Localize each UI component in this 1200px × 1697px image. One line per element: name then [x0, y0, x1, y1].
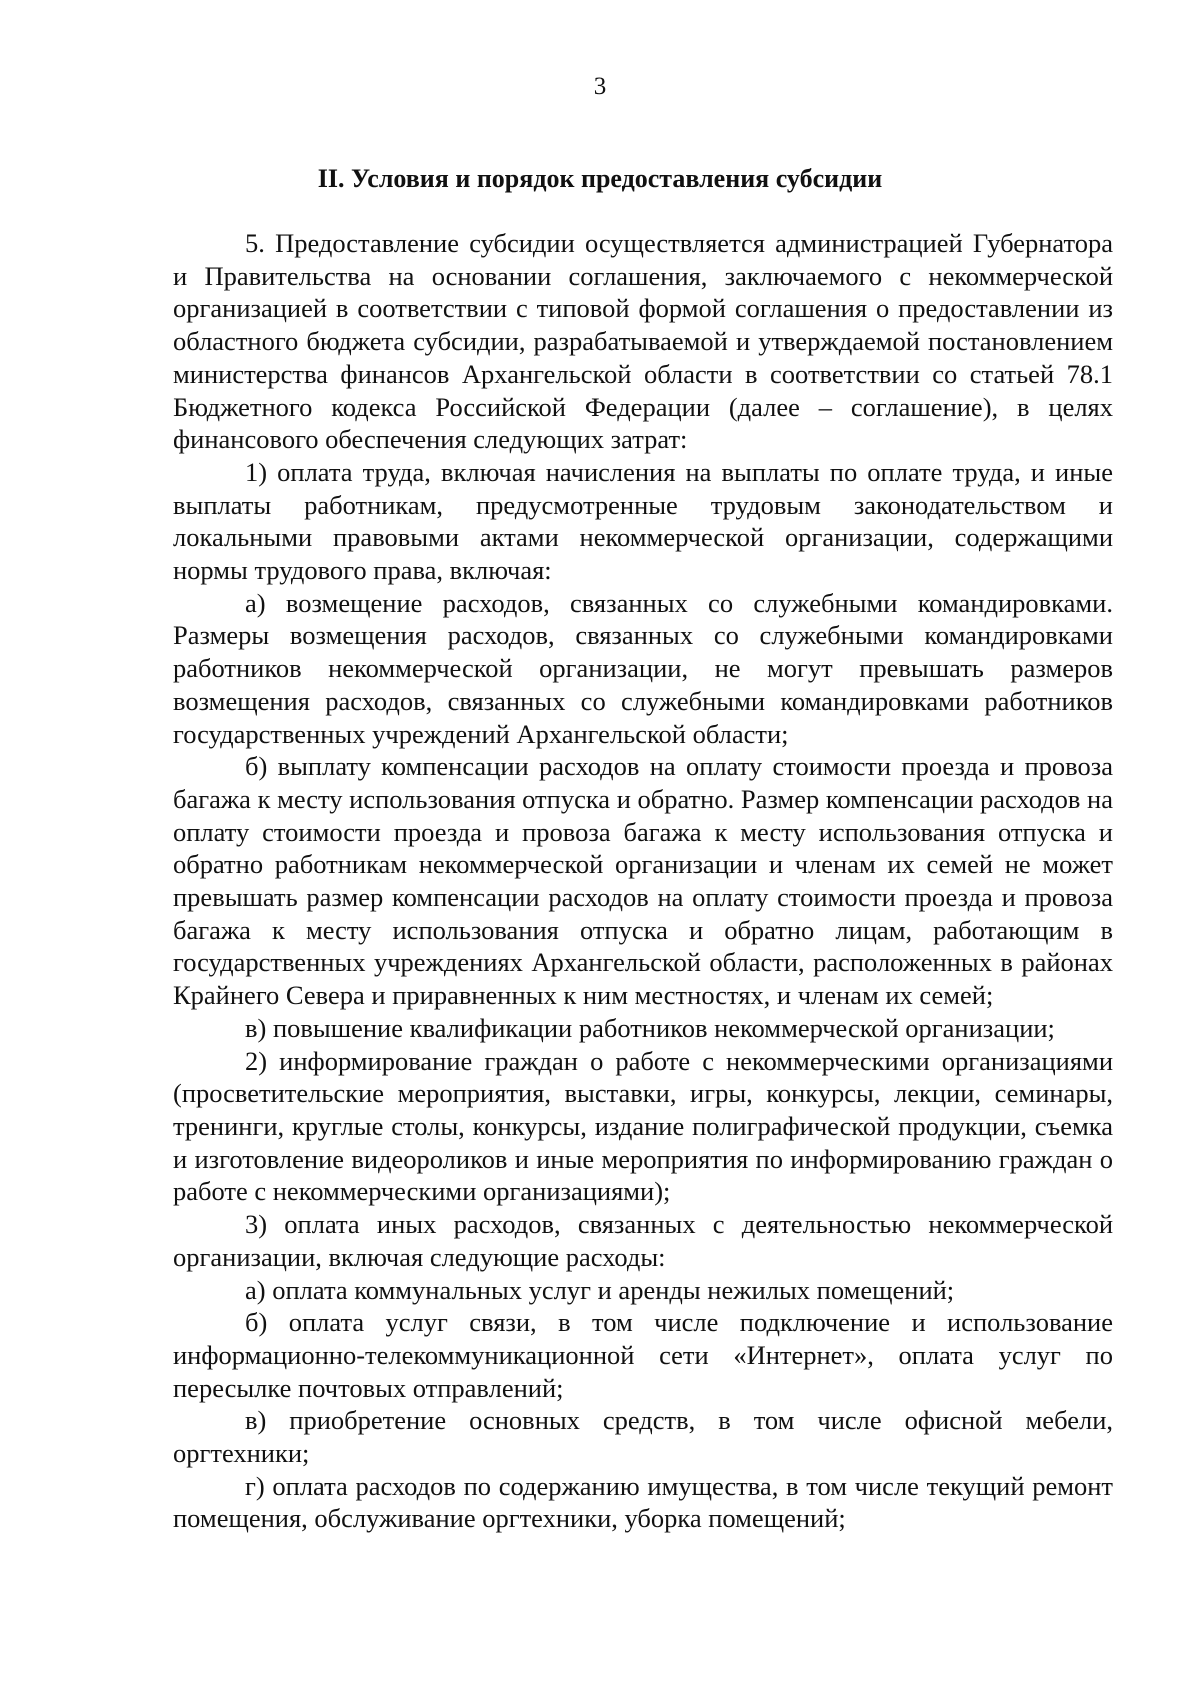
paragraph-subitem-3v: в) приобретение основных средств, в том числе офисной мебели, оргтехники;: [173, 1405, 1113, 1469]
paragraph-subitem-3b: б) оплата услуг связи, в том числе подключение и использование информационно-телекоммуникационной сети «Интернет», оплата услуг по пересылке почтовых отправлений;: [173, 1307, 1113, 1403]
paragraph-subitem-1: 1) оплата труда, включая начисления на выплаты по оплате труда, и иные выплаты работникам, предусмотренные трудовым законодательством и локальными правовыми актами некоммерческой организации, содержащими нормы трудового права, включая:: [173, 456, 1113, 586]
document-body: [173, 227, 1113, 1535]
paragraph-subitem-1a: а) возмещение расходов, связанных со служебными командировками. Размеры возмещения расходов, связанных со служебными командировками работников некоммерческой организации, не могут превышать размеров возмещения расходов, связанных со служебными командировками работников государственных учреждений Архангельской области;: [173, 587, 1113, 749]
paragraph-item-5: 5. Предоставление субсидии осуществляется администрацией Губернатора и Правительства на основании соглашения, заключаемого с некоммерческой организацией в соответствии с типовой формой соглашения о предоставлении из областного бюджета субсидии, разрабатываемой и утверждаемой постановлением министерства финансов Архангельской области в соответствии со статьей 78.1 Бюджетного кодекса Российской Федерации (далее – соглашение), в целях финансового обеспечения следующих затрат:: [173, 228, 1113, 455]
paragraph-subitem-2: 2) информирование граждан о работе с некоммерческими организациями (просветительские мероприятия, выставки, игры, конкурсы, лекции, семинары, тренинги, круглые столы, конкурсы, издание полиграфической продукции, съемка и изготовление видеороликов и иные мероприятия по информированию граждан о работе с некоммерческими организациями);: [173, 1045, 1113, 1207]
paragraph-subitem-3: 3) оплата иных расходов, связанных с деятельностью некоммерческой организации, включая следующие расходы:: [173, 1209, 1113, 1272]
section-heading: II. Условия и порядок предоставления субсидии: [317, 164, 883, 193]
paragraph-subitem-1b: б) выплату компенсации расходов на оплату стоимости проезда и провоза багажа к месту использования отпуска и обратно. Размер компенсации расходов на оплату стоимости проезда и провоза багажа к месту использования отпуска и обратно работникам некоммерческой организации и членам их семей не может превышать размер компенсации расходов на оплату стоимости проезда и провоза багажа к месту использования отпуска и обратно лицам, работающим в государственных учреждениях Архангельской области, расположенных в районах Крайнего Севера и приравненных к ним местностях, и членам их семей;: [173, 751, 1113, 1011]
paragraph-subitem-3g: г) оплата расходов по содержанию имущества, в том числе текущий ремонт помещения, обслуживание оргтехники, уборка помещений;: [173, 1470, 1113, 1534]
page-number: 3: [593, 73, 607, 100]
paragraph-subitem-1v: в) повышение квалификации работников некоммерческой организации;: [245, 1012, 1055, 1043]
paragraph-subitem-3a: а) оплата коммунальных услуг и аренды нежилых помещений;: [245, 1274, 955, 1305]
